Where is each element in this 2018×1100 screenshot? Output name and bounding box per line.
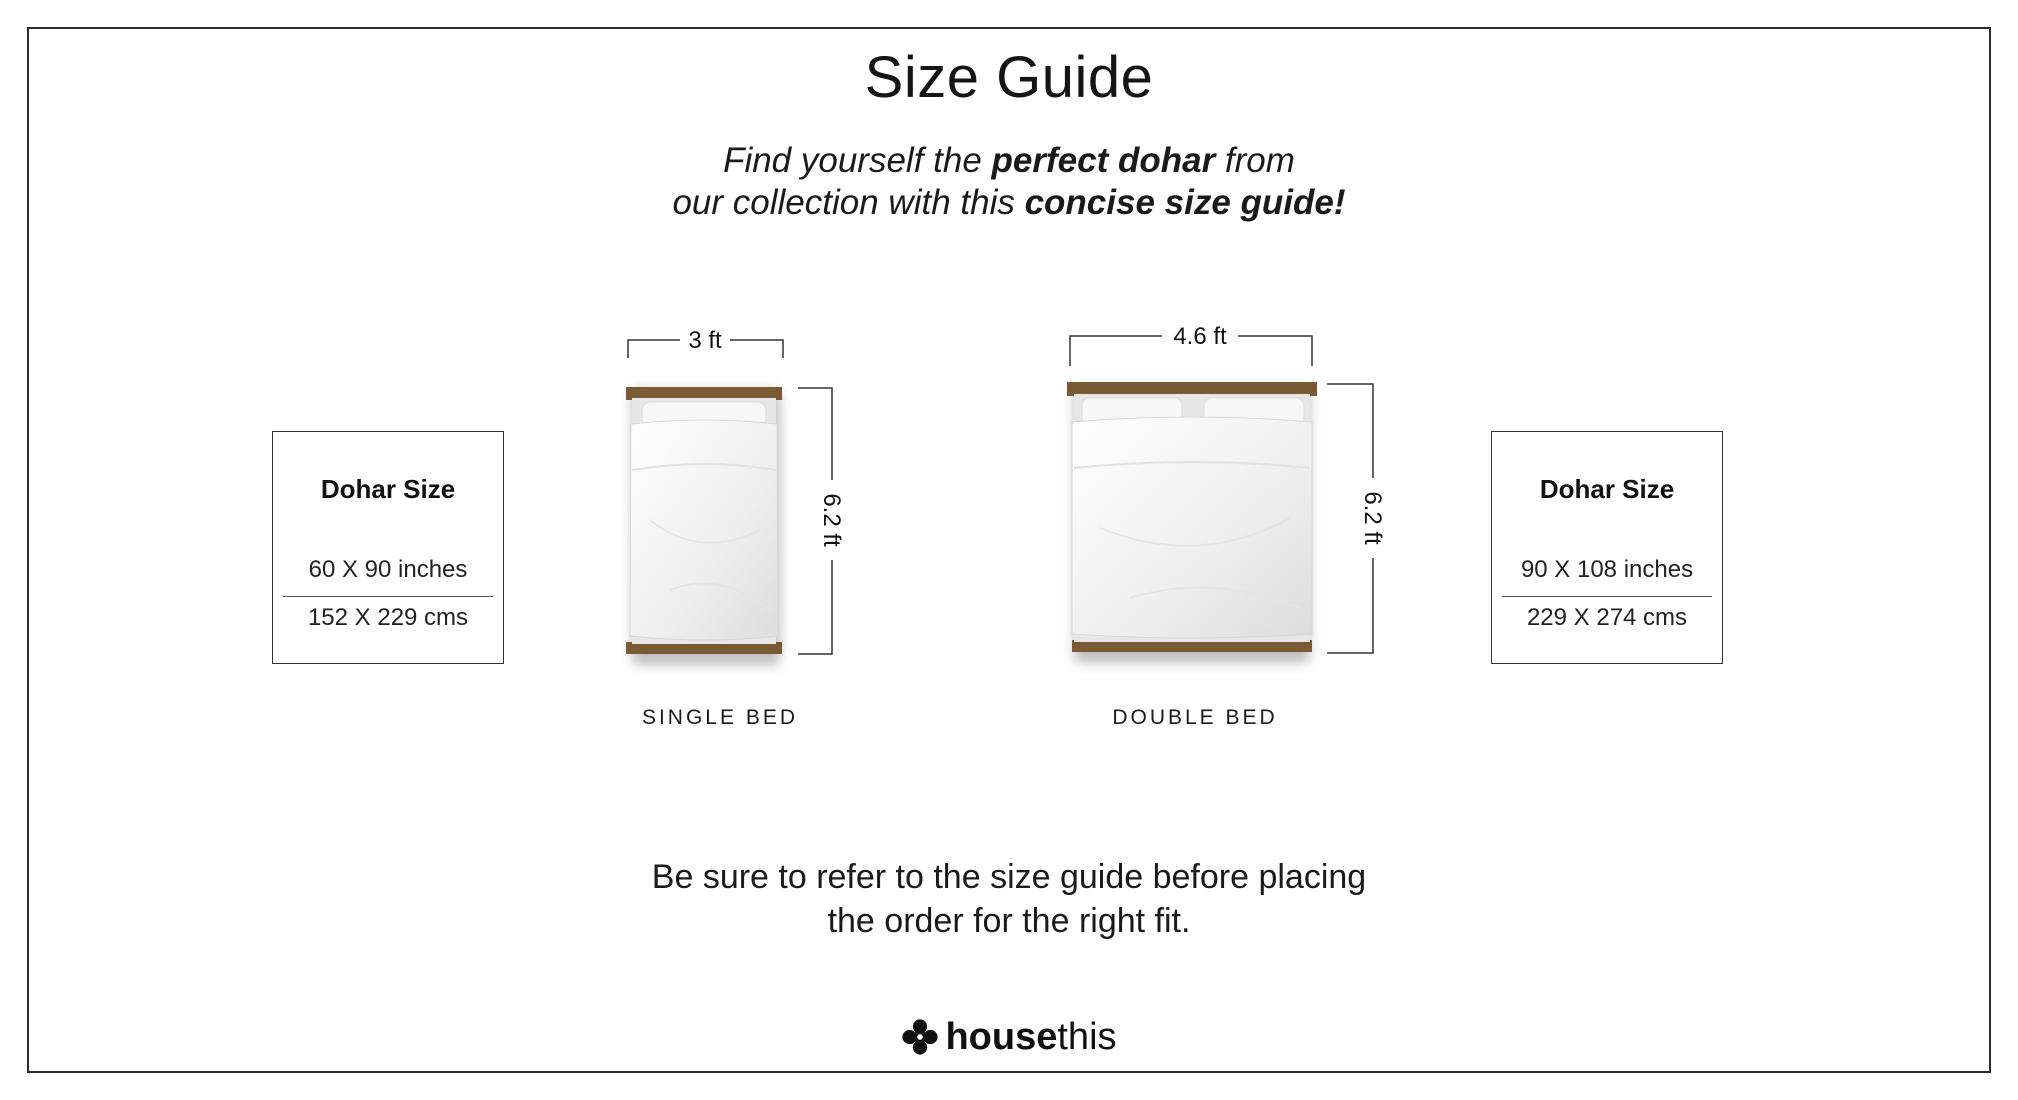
double-bed-diagram [1060, 318, 1400, 698]
brand-name-light: this [1057, 1016, 1117, 1058]
single-bed-diagram [610, 320, 870, 700]
page-title: Size Guide [864, 45, 1154, 110]
single-dohar-size-heading: Dohar Size [320, 474, 456, 504]
note-line-2: the order for the right fit. [827, 902, 1191, 940]
double-dohar-size-cms: 229 X 274 cms [1526, 604, 1688, 631]
single-dohar-size-cms: 152 X 229 cms [307, 604, 469, 631]
double-dohar-size-divider [1502, 596, 1712, 597]
double-width-label: 4.6 ft [1173, 323, 1227, 350]
single-dohar-size-divider [283, 596, 493, 597]
single-width-label: 3 ft [688, 327, 722, 354]
double-dohar-size-inches: 90 X 108 inches [1520, 556, 1694, 583]
single-bed-illustration [626, 387, 782, 665]
single-dohar-size-box [272, 431, 504, 664]
size-guide-note [0, 855, 2018, 943]
page-subtitle [0, 140, 2018, 224]
brand-name-bold: house [945, 1016, 1058, 1058]
single-dohar-size-inches: 60 X 90 inches [308, 556, 468, 583]
double-bed-label: DOUBLE BED [1112, 706, 1278, 729]
single-bed-label: SINGLE BED [641, 706, 799, 729]
brand-logo [0, 1016, 2018, 1059]
single-length-label: 6.2 ft [818, 493, 845, 547]
double-length-label: 6.2 ft [1359, 491, 1386, 545]
subtitle-line-2: our collection with this concise size guide! [672, 183, 1346, 222]
subtitle-line-1: Find yourself the perfect dohar from [723, 141, 1295, 180]
double-dohar-size-heading: Dohar Size [1539, 474, 1675, 504]
double-bed-illustration [1067, 382, 1317, 663]
note-line-1: Be sure to refer to the size guide before placing [651, 858, 1367, 896]
brand-flower-icon [901, 1018, 939, 1056]
double-dohar-size-box [1491, 431, 1723, 664]
